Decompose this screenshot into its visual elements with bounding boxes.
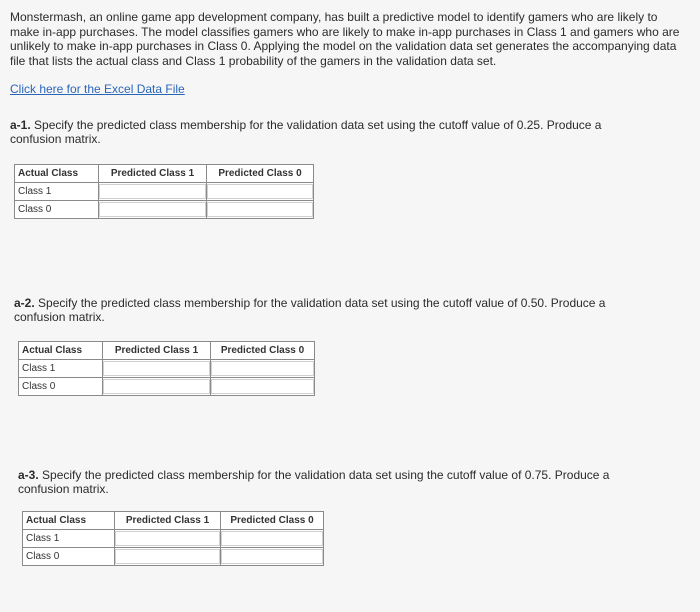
cell-a2-class1-pred0: [211, 360, 315, 378]
question-a3-label: a-3.: [18, 468, 39, 482]
cell-a2-class1-pred1: [103, 360, 211, 378]
answer-input[interactable]: [207, 184, 313, 199]
header-actual-class: Actual Class: [19, 342, 103, 360]
question-a1: [10, 118, 650, 146]
cell-a3-class0-pred1: [115, 548, 221, 566]
question-a1-label: a-1.: [10, 118, 31, 132]
answer-input[interactable]: [207, 202, 313, 217]
row-label-class-0: Class 0: [15, 201, 99, 219]
answer-input[interactable]: [221, 549, 323, 564]
cell-a1-class0-pred1: [99, 201, 207, 219]
row-label-class-1: Class 1: [23, 530, 115, 548]
answer-input[interactable]: [211, 361, 314, 376]
cell-a3-class1-pred1: [115, 530, 221, 548]
answer-input[interactable]: [115, 549, 220, 564]
question-a2-label: a-2.: [14, 296, 35, 310]
header-predicted-class-1: Predicted Class 1: [115, 512, 221, 530]
answer-input[interactable]: [99, 184, 206, 199]
header-predicted-class-0: Predicted Class 0: [211, 342, 315, 360]
header-predicted-class-0: Predicted Class 0: [221, 512, 324, 530]
row-label-class-1: Class 1: [15, 183, 99, 201]
table-row: [19, 360, 315, 378]
cell-a2-class0-pred1: [103, 378, 211, 396]
cell-a1-class0-pred0: [207, 201, 314, 219]
answer-input[interactable]: [103, 379, 210, 394]
header-predicted-class-1: Predicted Class 1: [103, 342, 211, 360]
question-a2-text: Specify the predicted class membership for the validation data set using the cutoff value of 0.50. Produce a confusion matrix.: [14, 296, 606, 324]
header-actual-class: Actual Class: [15, 165, 99, 183]
cell-a3-class0-pred0: [221, 548, 324, 566]
cell-a1-class1-pred1: [99, 183, 207, 201]
header-row: [15, 165, 314, 183]
question-a3: [18, 468, 658, 496]
cell-a2-class0-pred0: [211, 378, 315, 396]
question-a2: [14, 296, 654, 324]
answer-input[interactable]: [221, 531, 323, 546]
answer-input[interactable]: [103, 361, 210, 376]
excel-data-link[interactable]: Click here for the Excel Data File: [10, 82, 185, 96]
table-row: [15, 183, 314, 201]
header-actual-class: Actual Class: [23, 512, 115, 530]
header-row: [23, 512, 324, 530]
row-label-class-0: Class 0: [19, 378, 103, 396]
answer-input[interactable]: [211, 379, 314, 394]
cell-a1-class1-pred0: [207, 183, 314, 201]
confusion-matrix-a3: [22, 511, 324, 566]
question-a3-text: Specify the predicted class membership for the validation data set using the cutoff value of 0.75. Produce a confusion matrix.: [18, 468, 610, 496]
answer-input[interactable]: [99, 202, 206, 217]
row-label-class-1: Class 1: [19, 360, 103, 378]
table-row: [23, 548, 324, 566]
row-label-class-0: Class 0: [23, 548, 115, 566]
question-a1-text: Specify the predicted class membership for the validation data set using the cutoff value of 0.25. Produce a confusion matrix.: [10, 118, 602, 146]
header-predicted-class-0: Predicted Class 0: [207, 165, 314, 183]
confusion-matrix-a1: [14, 164, 314, 219]
answer-input[interactable]: [115, 531, 220, 546]
confusion-matrix-a2: [18, 341, 315, 396]
cell-a3-class1-pred0: [221, 530, 324, 548]
intro-paragraph: Monstermash, an online game app development company, has built a predictive model to identify gamers who are likely to make in-app purchases. The model classifies gamers who are likely to make in-app purchases in Class 1 and gamers who are unlikely to make in-app purchases in Class 0. Applying the model on the validation data set generates the accompanying data file that lists the actual class and Class 1 probability of the gamers in the validation data set.: [10, 10, 680, 68]
table-row: [15, 201, 314, 219]
header-predicted-class-1: Predicted Class 1: [99, 165, 207, 183]
header-row: [19, 342, 315, 360]
table-row: [19, 378, 315, 396]
table-row: [23, 530, 324, 548]
